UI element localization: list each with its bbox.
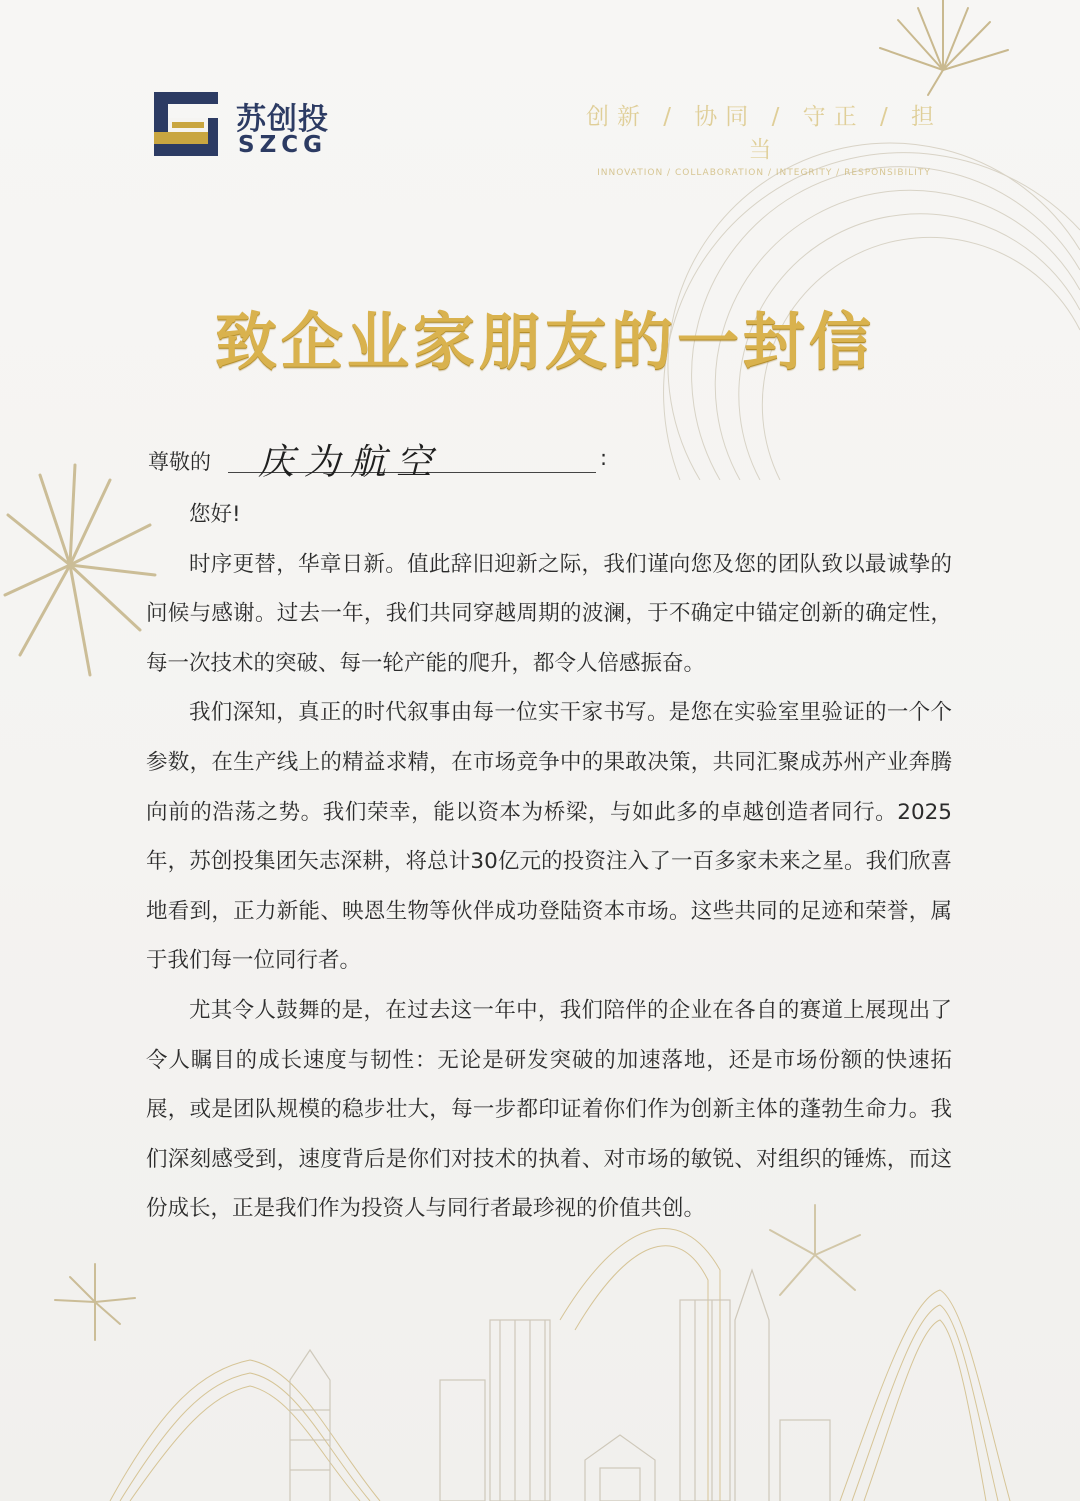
letter-body bbox=[146, 490, 952, 1234]
company-motto bbox=[578, 98, 950, 178]
letter-title: 致企业家朋友的一封信 bbox=[214, 305, 875, 378]
firework-top-right-icon bbox=[868, 0, 1018, 100]
logo-brand-en: SZCG bbox=[238, 132, 327, 158]
greeting-label: 尊敬的 bbox=[148, 450, 211, 474]
greeting-colon: : bbox=[600, 446, 608, 470]
paragraph-3: 尤其令人鼓舞的是，在过去这一年中，我们陪伴的企业在各自的赛道上展现出了令人瞩目的成长速度与韧性：无论是研发突破的加速落地，还是市场份额的快速拓展，或是团队规模的稳步壮大，每一步都印证着你们作为创新主体的蓬勃生命力。我们深刻感受到，速度背后是你们对技术的执着、对市场的敏锐、对组织的锤炼，而这份成长，正是我们作为投资人与同行者最珍视的价值共创。 bbox=[146, 997, 952, 1222]
paragraph-1: 时序更替，华章日新。值此辞旧迎新之际，我们谨向您及您的团队致以最诚挚的问候与感谢。过去一年，我们共同穿越周期的波澜，于不确定中锚定创新的确定性，每一次技术的突破、每一轮产能的爬升，都令人倍感振奋。 bbox=[146, 551, 952, 676]
paragraph-2: 我们深知，真正的时代叙事由每一位实干家书写。是您在实验室里验证的一个个参数，在生产线上的精益求精，在市场竞争中的果敢决策，共同汇聚成苏州产业奔腾向前的浩荡之势。我们荣幸，能以资本为桥梁，与如此多的卓越创造者同行。2025年，苏创投集团矢志深耕，将总计30亿元的投资注入了一百多家未来之星。我们欣喜地看到，正力新能、映恩生物等伙伴成功登陆资本市场。这些共同的足迹和荣誉，属于我们每一位同行者。 bbox=[146, 700, 952, 974]
skyline-illustration bbox=[0, 1210, 1080, 1501]
logo-brand-cn: 苏创投 bbox=[236, 102, 329, 137]
recipient-handwritten-name: 庆为航空 bbox=[258, 442, 443, 483]
firework-left-icon bbox=[0, 455, 160, 685]
motto-cn: 创新 / 协同 / 守正 / 担当 bbox=[585, 104, 943, 163]
motto-en: INNOVATION / COLLABORATION / INTEGRITY / RESPONSIBILITY bbox=[597, 168, 931, 178]
salutation: 您好! bbox=[189, 502, 241, 527]
company-logo bbox=[150, 88, 360, 164]
szcg-logo-mark-icon bbox=[150, 88, 222, 160]
